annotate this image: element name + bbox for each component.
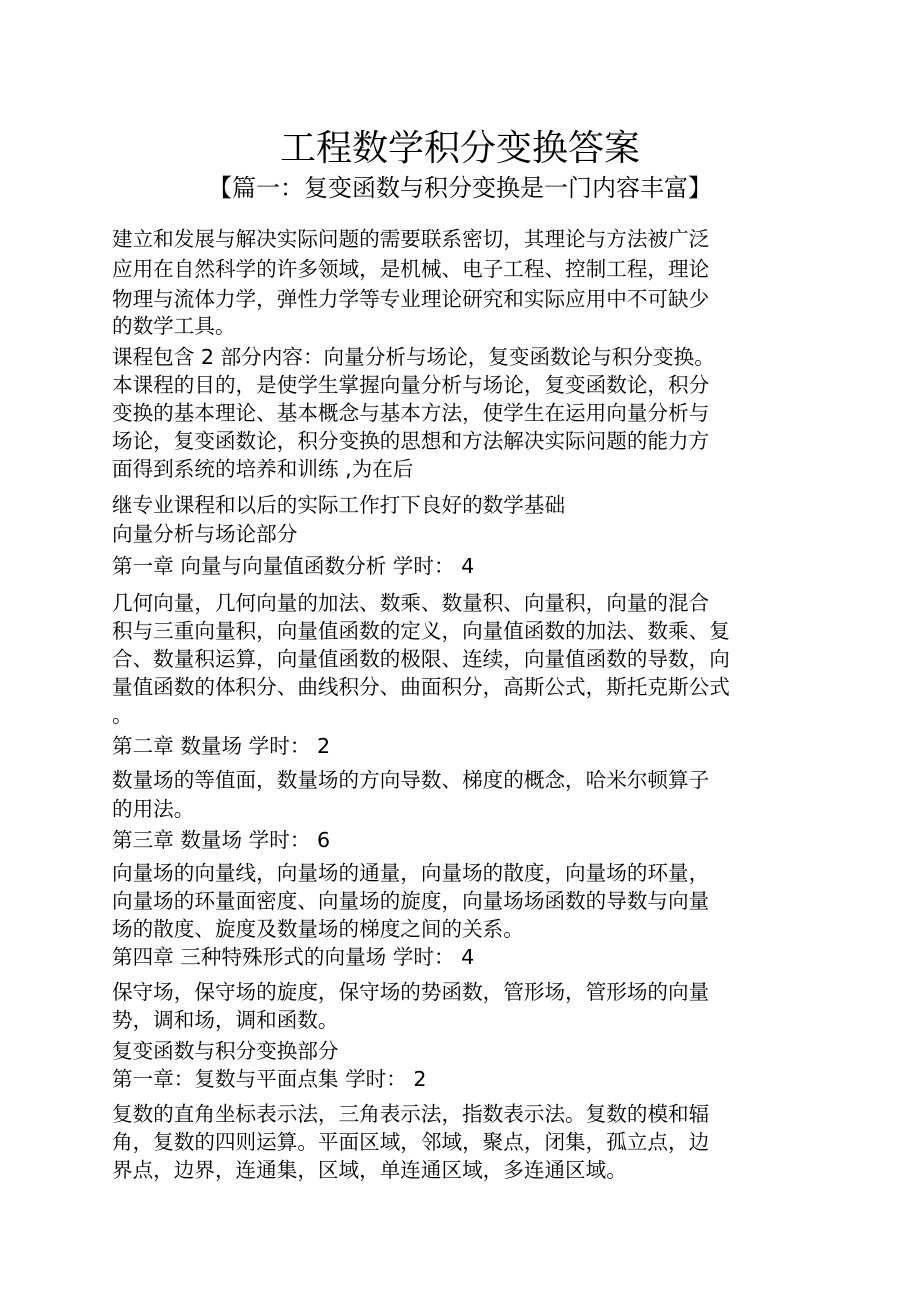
text-line: 第四章 三种特殊形式的向量场 学时： 4 bbox=[112, 945, 475, 969]
text-line: 角，复数的四则运算。平面区域，邻域，聚点，闭集，孤立点，边 bbox=[112, 1130, 710, 1154]
text-line: 。 bbox=[112, 703, 133, 727]
text-line: 势，调和场，调和函数。 bbox=[112, 1008, 339, 1032]
text-line: 第一章：复数与平面点集 学时： 2 bbox=[112, 1067, 427, 1091]
text-line: 建立和发展与解决实际问题的需要联系密切，其理论与方法被广泛 bbox=[112, 227, 710, 251]
text-line: 第一章 向量与向量值函数分析 学时： 4 bbox=[112, 554, 475, 578]
text-line: 合、数量积运算，向量值函数的极限、连续，向量值函数的导数，向 bbox=[112, 647, 730, 671]
text-line: 应用在自然科学的许多领域，是机械、电子工程、控制工程，理论 bbox=[112, 257, 710, 281]
text-line: 课程包含 2 部分内容：向量分析与场论，复变函数论与积分变换。 bbox=[112, 345, 715, 369]
text-line: 数量场的等值面，数量场的方向导数、梯度的概念，哈米尔顿算子 bbox=[112, 768, 710, 792]
document-title: 工程数学积分变换答案 bbox=[279, 128, 640, 169]
text-line: 面得到系统的培养和训练 ,为在后 bbox=[112, 457, 414, 481]
text-line: 界点，边界，连通集，区域，单连通区域，多连通区域。 bbox=[112, 1158, 627, 1182]
text-line: 保守场，保守场的旋度，保守场的势函数，管形场，管形场的向量 bbox=[112, 980, 710, 1004]
text-line: 本课程的目的，是使学生掌握向量分析与场论，复变函数论，积分 bbox=[112, 373, 710, 397]
text-line: 积与三重向量积，向量值函数的定义，向量值函数的加法、数乘、复 bbox=[112, 619, 730, 643]
text-line: 场论，复变函数论，积分变换的思想和方法解决实际问题的能力方 bbox=[112, 429, 710, 453]
text-line: 继专业课程和以后的实际工作打下良好的数学基础 bbox=[112, 493, 566, 517]
text-line: 向量分析与场论部分 bbox=[112, 522, 298, 546]
text-line: 场的散度、旋度及数量场的梯度之间的关系。 bbox=[112, 917, 524, 941]
document-subtitle: 【篇一：复变函数与积分变换是一门内容丰富】 bbox=[208, 174, 712, 202]
text-line: 第三章 数量场 学时： 6 bbox=[112, 828, 331, 852]
text-line: 向量场的向量线，向量场的通量，向量场的散度，向量场的环量， bbox=[112, 861, 710, 885]
text-line: 量值函数的体积分、曲线积分、曲面积分，高斯公式，斯托克斯公式 bbox=[112, 675, 730, 699]
text-line: 的数学工具。 bbox=[112, 314, 236, 338]
text-line: 复数的直角坐标表示法，三角表示法，指数表示法。复数的模和辐 bbox=[112, 1102, 710, 1126]
text-line: 复变函数与积分变换部分 bbox=[112, 1039, 339, 1063]
text-line: 第二章 数量场 学时： 2 bbox=[112, 734, 331, 758]
text-line: 向量场的环量面密度、向量场的旋度，向量场场函数的导数与向量 bbox=[112, 889, 710, 913]
text-line: 几何向量，几何向量的加法、数乘、数量积、向量积，向量的混合 bbox=[112, 591, 710, 615]
text-line: 物理与流体力学，弹性力学等专业理论研究和实际应用中不可缺少 bbox=[112, 287, 710, 311]
text-line: 的用法。 bbox=[112, 797, 195, 821]
text-line: 变换的基本理论、基本概念与基本方法，使学生在运用向量分析与 bbox=[112, 401, 710, 425]
